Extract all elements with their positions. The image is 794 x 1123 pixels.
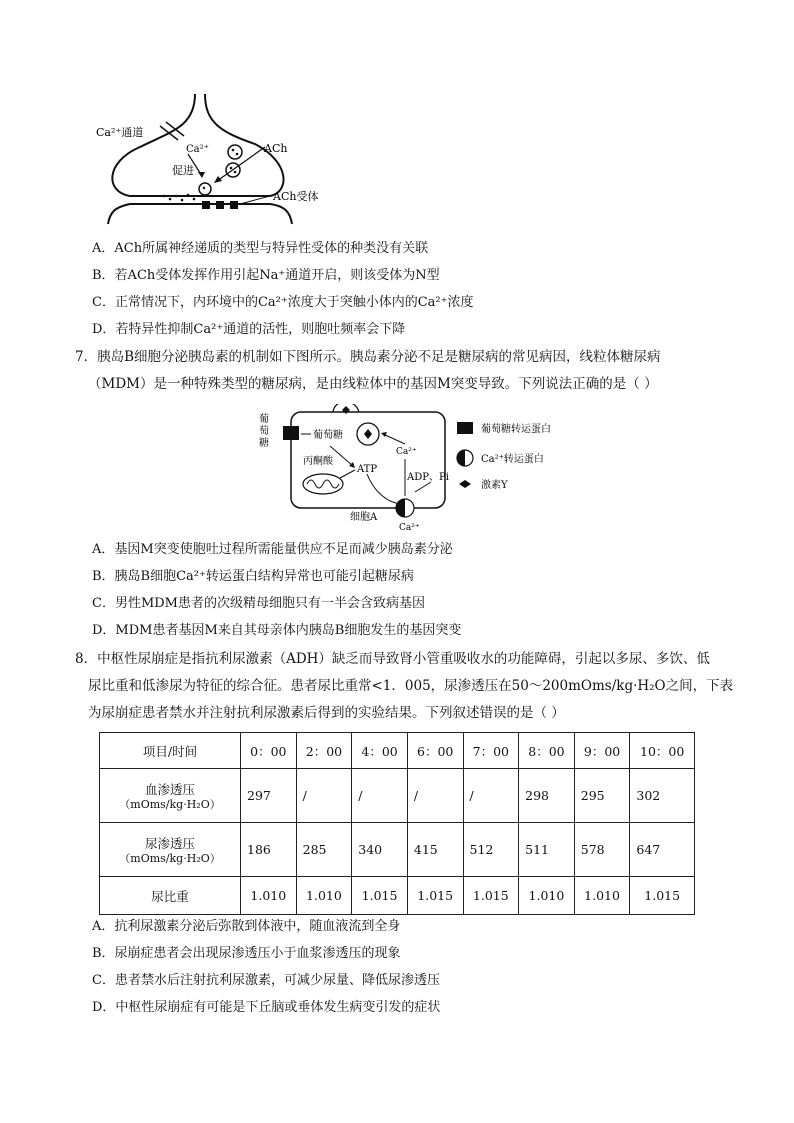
legend-hormone-label: 激素Y bbox=[481, 480, 508, 491]
header-cell: 2：00 bbox=[296, 733, 352, 769]
q7-stem-line1: 7．胰岛B细胞分泌胰岛素的机制如下图所示。胰岛素分泌不足是糖尿病的常见病因，线粒体糖尿病 bbox=[75, 349, 661, 365]
q7-option-a: A．基因M突变使胞吐过程所需能量供应不足而减少胰岛素分泌 bbox=[92, 542, 453, 557]
table-row bbox=[100, 823, 695, 877]
glucose-outside-3: 糖 bbox=[259, 438, 269, 449]
ach-label: ACh bbox=[264, 142, 288, 155]
table-cell: 186 bbox=[241, 823, 297, 877]
promote-label: 促进 bbox=[172, 164, 194, 177]
q8-stem-line3: 为尿崩症患者禁水并注射抗利尿激素后得到的实验结果。下列叙述错误的是（ ） bbox=[88, 705, 565, 721]
row-label-cell bbox=[100, 823, 241, 877]
islet-cell-figure bbox=[255, 404, 575, 532]
q6-option-a: A．ACh所属神经递质的类型与特异性受体的种类没有关联 bbox=[92, 241, 429, 256]
atp-label: ATP bbox=[357, 464, 378, 475]
header-cell: 项目/时间 bbox=[100, 733, 241, 769]
table-row bbox=[100, 877, 695, 915]
table-cell: 1.010 bbox=[241, 877, 297, 915]
cell-label: 细胞A bbox=[350, 512, 378, 523]
row-label-cell bbox=[100, 877, 241, 915]
table-cell: 1.015 bbox=[463, 877, 519, 915]
table-cell: 340 bbox=[352, 823, 408, 877]
q8-option-c: C．患者禁水后注射抗利尿激素，可减少尿量、降低尿渗透压 bbox=[92, 973, 440, 988]
experiment-table bbox=[99, 732, 695, 915]
vesicle bbox=[228, 145, 242, 159]
ca-label: Ca²⁺ bbox=[186, 144, 209, 155]
table-cell: 578 bbox=[574, 823, 630, 877]
table-cell: 1.010 bbox=[296, 877, 352, 915]
q6-option-d: D．若特异性抑制Ca²⁺通道的活性，则胞吐频率会下降 bbox=[92, 322, 406, 337]
header-cell: 7：00 bbox=[463, 733, 519, 769]
legend-hormone-swatch bbox=[459, 480, 471, 488]
table-cell: 285 bbox=[296, 823, 352, 877]
table-cell: 512 bbox=[463, 823, 519, 877]
table-cell: 415 bbox=[407, 823, 463, 877]
row-label: 尿渗透压 bbox=[144, 835, 195, 851]
ca-inside-label: Ca²⁺ bbox=[396, 447, 417, 457]
q8-option-a: A．抗利尿激素分泌后弥散到体液中，随血液流到全身 bbox=[92, 919, 401, 934]
q7-option-c: C．男性MDM患者的次级精母细胞只有一半会含致病基因 bbox=[92, 596, 425, 611]
header-cell: 8：00 bbox=[519, 733, 575, 769]
table-cell: / bbox=[352, 769, 408, 823]
table-header-row bbox=[100, 733, 695, 769]
row-label: 血渗透压 bbox=[144, 781, 195, 797]
glucose-inside: 葡萄糖 bbox=[313, 430, 343, 441]
q6-option-c: C．正常情况下，内环境中的Ca²⁺浓度大于突触小体内的Ca²⁺浓度 bbox=[92, 295, 474, 310]
table-row bbox=[100, 769, 695, 823]
table-cell: 1.010 bbox=[574, 877, 630, 915]
glucose-transporter bbox=[283, 426, 299, 440]
table-cell: / bbox=[407, 769, 463, 823]
table-cell: 1.015 bbox=[407, 877, 463, 915]
ach-receptor bbox=[202, 201, 210, 209]
table-cell: 298 bbox=[519, 769, 575, 823]
header-cell: 4：00 bbox=[352, 733, 408, 769]
q6-option-b: B．若ACh受体发挥作用引起Na⁺通道开启，则该受体为N型 bbox=[92, 268, 440, 283]
ach-receptor bbox=[216, 201, 224, 209]
table-cell: / bbox=[296, 769, 352, 823]
header-cell: 9：00 bbox=[574, 733, 630, 769]
ach-receptor-label: ACh受体 bbox=[273, 190, 319, 203]
q7-option-b: B．胰岛B细胞Ca²⁺转运蛋白结构异常也可能引起糖尿病 bbox=[92, 569, 414, 584]
ca-channel-label: Ca²⁺通道 bbox=[96, 126, 144, 139]
header-cell: 6：00 bbox=[407, 733, 463, 769]
header-cell: 10：00 bbox=[630, 733, 695, 769]
table-cell: 1.015 bbox=[352, 877, 408, 915]
legend-ca-label: Ca²⁺转运蛋白 bbox=[481, 454, 544, 465]
table-cell: / bbox=[463, 769, 519, 823]
row-unit: （mOms/kg·H₂O） bbox=[119, 797, 221, 811]
row-unit: （mOms/kg·H₂O） bbox=[119, 851, 221, 865]
table-cell: 1.010 bbox=[519, 877, 575, 915]
table-cell: 295 bbox=[574, 769, 630, 823]
table-cell: 647 bbox=[630, 823, 695, 877]
table-cell: 1.015 bbox=[630, 877, 695, 915]
q8-stem-line1: 8．中枢性尿崩症是指抗利尿激素（ADH）缺乏而导致肾小管重吸收水的功能障碍，引起以多尿、多饮、低 bbox=[75, 651, 710, 667]
q7-stem-line2: （MDM）是一种特殊类型的糖尿病，是由线粒体中的基因M突变导致。下列说法正确的是（ ） bbox=[88, 376, 658, 392]
pyruvate-label: 丙酮酸 bbox=[303, 456, 333, 467]
table-cell: 297 bbox=[241, 769, 297, 823]
q8-option-b: B．尿崩症患者会出现尿渗透压小于血浆渗透压的现象 bbox=[92, 946, 401, 961]
header-cell: 0：00 bbox=[241, 733, 297, 769]
ach-receptor bbox=[230, 201, 238, 209]
glucose-outside-2: 萄 bbox=[259, 426, 269, 437]
table-cell: 511 bbox=[519, 823, 575, 877]
q7-option-d: D．MDM患者基因M来自其母亲体内胰岛B细胞发生的基因突变 bbox=[92, 623, 462, 638]
row-label-cell bbox=[100, 769, 241, 823]
q8-option-d: D．中枢性尿崩症有可能是下丘脑或垂体发生病变引发的症状 bbox=[92, 1000, 441, 1015]
vesicle bbox=[199, 183, 211, 195]
synapse-figure bbox=[90, 92, 350, 227]
ca-outside-label: Ca²⁺ bbox=[399, 523, 420, 532]
q8-stem-line2: 尿比重和低渗尿为特征的综合征。患者尿比重常<1．005，尿渗透压在50～200mOms/kg·H₂O之间，下表 bbox=[88, 678, 734, 694]
table-cell: 302 bbox=[630, 769, 695, 823]
glucose-outside-1: 葡 bbox=[259, 414, 269, 425]
legend-transporter-label: 葡萄糖转运蛋白 bbox=[481, 424, 551, 435]
adp-label: ADP、Pi bbox=[407, 472, 449, 483]
legend-transporter-swatch bbox=[457, 422, 473, 434]
row-label: 尿比重 bbox=[151, 888, 189, 904]
